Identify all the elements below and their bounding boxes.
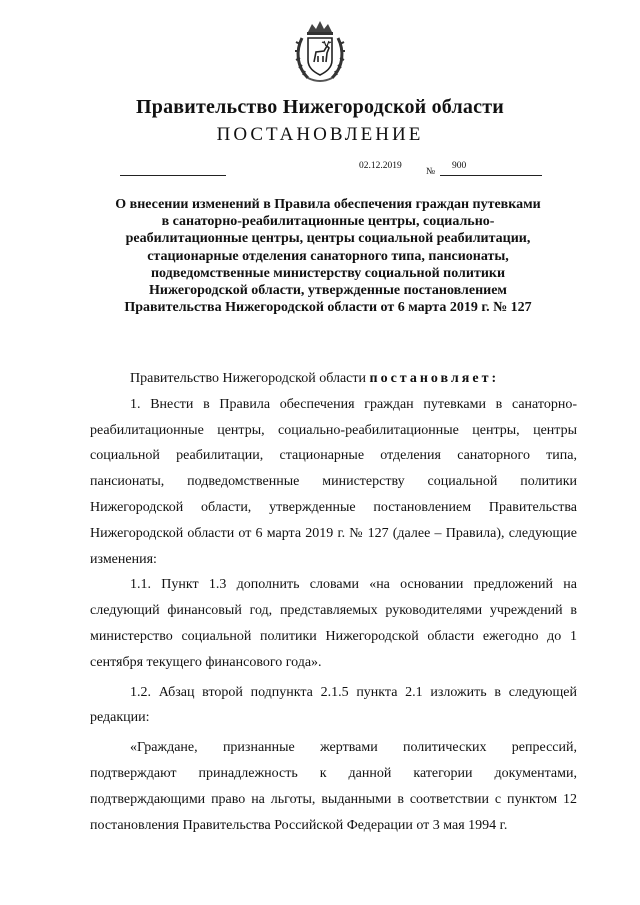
issuing-authority: Правительство Нижегородской области — [136, 96, 504, 118]
paragraph-1-1: 1.1. Пункт 1.3 дополнить словами «на основании предложений на следующий финансовый год, представляемых руководителями учреждений в министерство социальной политики Нижегородской области ежегодно до 1 сентября текущего финансового года». — [90, 577, 577, 670]
preamble-text: Правительство Нижегородской области — [130, 371, 370, 386]
document-type: ПОСТАНОВЛЕНИЕ — [216, 124, 424, 145]
paragraph-1-2: 1.2. Абзац второй подпункта 2.1.5 пункта 2.1 изложить в следующей редакции: — [90, 684, 577, 726]
document-title: О внесении изменений в Правила обеспечения граждан путевками в санаторно-реабилитационные центры, социально-реабилитационные центры, центры социальной реабилитации, стационарные отделения санаторного типа, пансионаты, подведомственные министерству социальной политики Нижегородской области, утвержденные постановлением Правительства Нижегородской области от 6 марта 2019 г. № 127 — [115, 197, 541, 316]
paragraph-1: 1. Внести в Правила обеспечения граждан путевками в санаторно-реабилитационные центры, социально-реабилитационные центры, центры социальной реабилитации, стационарные отделения санаторного типа, пансионаты, подведомственные министерству социальной политики Нижегородской области, утвержденные постановлением Правительства Нижегородской области от 6 марта 2019 г. № 127 (далее – Правила), следующие изменения: — [90, 396, 577, 567]
document-number: 900 — [452, 161, 467, 171]
coat-of-arms-icon — [294, 18, 346, 84]
document-date: 02.12.2019 — [359, 161, 402, 171]
number-sign: № — [426, 167, 436, 177]
signature-line-left — [120, 175, 226, 176]
preamble-paragraph — [90, 366, 577, 392]
preamble-resolution: постановляет: — [369, 371, 500, 386]
paragraph-quote: «Граждане, признанные жертвами политических репрессий, подтверждают принадлежность к данной категории документами, подтверждающими право на льготы, выданными в соответствии с пунктом 12 постановления Правительства Российской Федерации от 3 мая 1994 г. — [90, 740, 577, 833]
document-body — [90, 366, 577, 838]
number-underline — [440, 175, 542, 176]
